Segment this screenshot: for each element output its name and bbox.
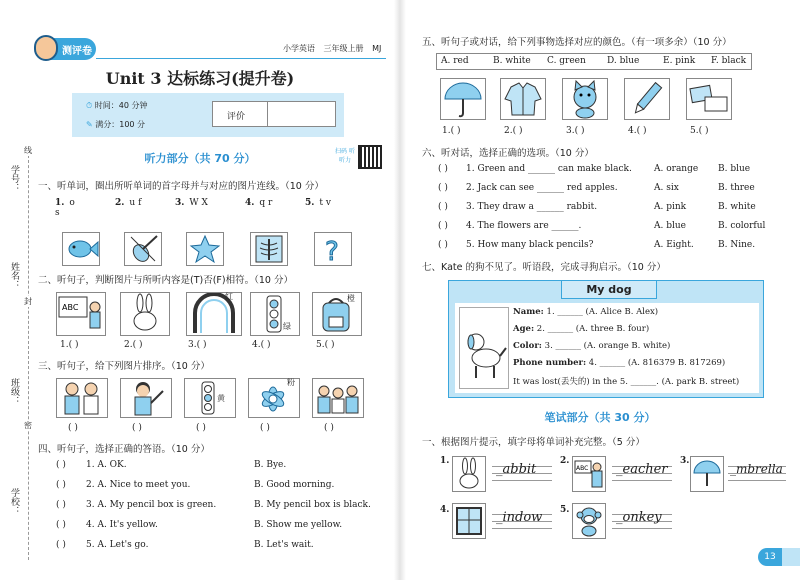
yellow-light-picture: [184, 378, 236, 418]
q4-option-a: 1. A. OK.: [86, 460, 127, 470]
q6-question: 4. The flowers are ______.: [466, 221, 582, 231]
student-avatar-icon: [34, 35, 58, 61]
fish-picture: [62, 232, 100, 266]
w1-num-2: 2.: [560, 456, 570, 466]
q6-option-a: A. blue: [654, 221, 686, 231]
q5-answer-2[interactable]: 2.( ): [504, 126, 523, 136]
q6-answer-1[interactable]: ( ): [438, 164, 448, 174]
test-badge: [36, 38, 96, 60]
pen-picture: [624, 78, 670, 120]
q4-answer-5[interactable]: ( ): [56, 540, 66, 550]
q4-option-a: 4. A. It's yellow.: [86, 520, 158, 530]
qr-caption: 扫码 听听力: [335, 148, 355, 164]
q7-title: 七、Kate 的狗不见了。听语段，完成寻狗启示。（10 分）: [422, 262, 666, 273]
friends-picture: [56, 378, 108, 418]
cat-picture: [562, 78, 608, 120]
written-section-title: 笔试部分（共 30 分）: [544, 411, 656, 424]
q6-option-b: B. Nine.: [718, 240, 756, 250]
w1-answer-2[interactable]: [612, 460, 672, 482]
q5-options-box: [436, 53, 752, 70]
green-label: 绿: [283, 322, 291, 331]
card-age-line: Age: 2. ______ (A. three B. four): [513, 324, 650, 334]
q5-answer-3[interactable]: 3.( ): [566, 126, 585, 136]
w1-num-5: 5.: [560, 505, 570, 515]
erasers-picture: [686, 78, 732, 120]
q6-option-a: A. orange: [654, 164, 699, 174]
umbrella-hint-picture: [690, 456, 724, 492]
badge-text: 测评卷: [62, 46, 92, 57]
margin-mark-line: 线: [24, 146, 32, 155]
q6-option-b: B. three: [718, 183, 755, 193]
q4-option-b: B. Good morning.: [254, 480, 335, 490]
left-page: 学号： 姓名： 班级： 学校： 线 封 密 测评卷 小学英语 三年级上册 MJ Unit 3 达标练习(提升卷) ⏱ 时间：40 分钟 ✎ 满分：100 分 评价 扫码 听听力 听力部分（共 70 分） 一、听单词，圈出所听单词的首字母并与对应的图片连线。（10 分） 1. o s 2. u f 3. W X 4. q r 5. t v ? 二、听句子，判断图片与所听内容是(T)否(F)相符。（10 分） ABC 红 绿 橙 1.( ) 2.( ) 3.( ) 4.( ) 5.( ) 三、听句子，给下列图片排序。（10 分） 黄 粉 ( ) ( ) ( ) ( ) ( ) 四、听句子，选择正确的答语。（10 分） ( ) 1. A. OK. B. Bye. ( ) 2. A. Nice to meet you. B. Good morning. ( ) 3. A. My pencil box is green. B. My pencil box is black. ( ) 4. A. It's yellow. B. Show me yellow. ( ) 5. A. Let's go. B. Let's wait.: [0, 0, 400, 580]
margin-mark-seal: 封: [24, 297, 32, 306]
card-lost-line: It was lost(丢失的) in the 5. ______. (A. park B. street): [513, 377, 740, 387]
w1-word-2: _eacher: [616, 462, 668, 477]
w1-answer-4[interactable]: [492, 508, 552, 530]
q4-title: 四、听句子，选择正确的答语。（10 分）: [38, 444, 210, 455]
q4-answer-4[interactable]: ( ): [56, 520, 66, 530]
red-label: 红: [225, 292, 233, 301]
q6-option-b: B. blue: [718, 164, 751, 174]
red-arch-picture: [186, 292, 242, 336]
w1-word-4: _indow: [496, 510, 543, 525]
q4-answer-1[interactable]: ( ): [56, 460, 66, 470]
q6-answer-5[interactable]: ( ): [438, 240, 448, 250]
q4-option-b: B. Let's wait.: [254, 540, 314, 550]
rabbit-hint-picture: [452, 456, 486, 492]
q4-option-a: 5. A. Let's go.: [86, 540, 149, 550]
q5-title: 五、听句子或对话，给下列事物选择对应的颜色。（有一项多余）（10 分）: [422, 37, 732, 48]
q2-title: 二、听句子，判断图片与所听内容是(T)否(F)相符。（10 分）: [38, 275, 293, 286]
page-number-tab: [782, 548, 800, 566]
blackboard-girl-picture: [56, 292, 106, 336]
q6-question: 2. Jack can see ______ red apples.: [466, 183, 618, 193]
monkey-hint-picture: [572, 503, 606, 539]
right-page: [400, 0, 800, 580]
q2-answer-3[interactable]: 3.( ): [188, 340, 207, 350]
q4-option-a: 3. A. My pencil box is green.: [86, 500, 217, 510]
q3-answer-2[interactable]: ( ): [132, 423, 142, 433]
school-label: 学校：: [9, 488, 19, 515]
info-box: [72, 93, 344, 137]
w1-answer-5[interactable]: [612, 508, 672, 530]
q5-option: B. white: [493, 56, 531, 66]
edition-text: MJ: [372, 44, 382, 53]
svg-text:?: ?: [325, 237, 339, 265]
x-ray-picture: [250, 232, 288, 266]
name-label: 姓名：: [9, 262, 19, 289]
star-picture: [186, 232, 224, 266]
q4-option-a: 2. A. Nice to meet you.: [86, 480, 191, 490]
q3-answer-3[interactable]: ( ): [196, 423, 206, 433]
q6-answer-3[interactable]: ( ): [438, 202, 448, 212]
q5-option: A. red: [441, 56, 469, 66]
teacher-hint-picture: [572, 456, 606, 492]
card-title: My dog: [561, 281, 657, 299]
q6-title: 六、听对话，选择正确的选项。（10 分）: [422, 148, 594, 159]
pink-label: 粉: [287, 378, 295, 387]
q6-answer-2[interactable]: ( ): [438, 183, 448, 193]
q5-option: D. blue: [607, 56, 640, 66]
w1-num-4: 4.: [440, 505, 450, 515]
q6-option-b: B. colorful: [718, 221, 766, 231]
evaluation-box: [212, 101, 336, 127]
q3-answer-5[interactable]: ( ): [324, 423, 334, 433]
q5-option: C. green: [547, 56, 586, 66]
q2-answer-2[interactable]: 2.( ): [124, 340, 143, 350]
q6-option-a: A. six: [654, 183, 679, 193]
question-mark-picture: [314, 232, 352, 266]
yellow-label: 黄: [217, 394, 225, 403]
grade-text: 三年级上册: [323, 44, 364, 53]
score-info: ✎ 满分：100 分: [86, 120, 146, 129]
card-phone-line: Phone number: 4. ______ (A. 816379 B. 817269): [513, 358, 726, 368]
q6-answer-4[interactable]: ( ): [438, 221, 448, 231]
q4-option-b: B. Show me yellow.: [254, 520, 343, 530]
binding-line: [28, 150, 29, 560]
card-color-line: Color: 3. ______ (A. orange B. white): [513, 341, 671, 351]
subject-text: 小学英语: [283, 44, 315, 53]
class-label: 班级：: [9, 378, 19, 405]
q5-option: F. black: [711, 56, 747, 66]
w1-num-1: 1.: [440, 456, 450, 466]
card-body: [455, 303, 759, 393]
q5-answer-5[interactable]: 5.( ): [690, 126, 709, 136]
student-number-label: 学号：: [9, 165, 19, 192]
rabbit-picture: [120, 292, 170, 336]
svg-text:ABC: ABC: [62, 303, 79, 312]
listening-section-title: 听力部分（共 70 分）: [144, 152, 256, 165]
w1-word-5: _onkey: [616, 510, 662, 525]
q6-question: 1. Green and ______ can make black.: [466, 164, 632, 174]
window-hint-picture: [452, 503, 486, 539]
card-name-line: Name: 1. ______ (A. Alice B. Alex): [513, 307, 659, 317]
q4-answer-3[interactable]: ( ): [56, 500, 66, 510]
evaluation-label: 评价: [227, 112, 246, 122]
w1-word-1: _abbit: [496, 462, 537, 477]
q6-option-b: B. white: [718, 202, 756, 212]
boy-drawing-picture: [120, 378, 172, 418]
traffic-light-picture: [250, 292, 300, 336]
header-subject: [283, 43, 381, 54]
violin-picture: [124, 232, 162, 266]
lost-dog-card: [448, 280, 764, 398]
q4-option-b: B. Bye.: [254, 460, 287, 470]
q2-answer-1[interactable]: 1.( ): [60, 340, 79, 350]
q5-option: E. pink: [663, 56, 696, 66]
w1-num-3: 3.: [680, 456, 690, 466]
page-number: 13: [758, 548, 782, 566]
umbrella-picture: [440, 78, 486, 120]
w1-answer-3[interactable]: [728, 460, 786, 482]
q6-option-a: A. Eight.: [654, 240, 694, 250]
header-rule: [96, 58, 386, 59]
page-title: Unit 3 达标练习(提升卷): [105, 69, 295, 88]
orange-label: 橙: [347, 294, 355, 303]
q6-option-a: A. pink: [654, 202, 687, 212]
jacket-picture: [500, 78, 546, 120]
q5-answer-1[interactable]: 1.( ): [442, 126, 461, 136]
q5-answer-4[interactable]: 4.( ): [628, 126, 647, 136]
w1-answer-1[interactable]: [492, 460, 552, 482]
q3-title: 三、听句子，给下列图片排序。（10 分）: [38, 361, 210, 372]
q3-answer-4[interactable]: ( ): [260, 423, 270, 433]
q4-option-b: B. My pencil box is black.: [254, 500, 371, 510]
w1-word-3: _mbrella: [730, 462, 783, 476]
pink-flower-picture: [248, 378, 300, 418]
family-picture: [312, 378, 364, 418]
q6-question: 5. How many black pencils?: [466, 240, 594, 250]
backpack-picture: [312, 292, 362, 336]
svg-text:ABC: ABC: [576, 465, 589, 472]
time-info: ⏱ 时间：40 分钟: [86, 101, 148, 110]
w1-title: 一、根据图片提示，填字母将单词补充完整。（5 分）: [422, 437, 645, 448]
dog-picture: [459, 307, 509, 389]
q3-answer-1[interactable]: ( ): [68, 423, 78, 433]
q4-answer-2[interactable]: ( ): [56, 480, 66, 490]
margin-mark-secret: 密: [24, 421, 32, 430]
q6-question: 3. They draw a ______ rabbit.: [466, 202, 598, 212]
q1-title: 一、听单词，圈出所听单词的首字母并与对应的图片连线。（10 分）: [38, 181, 324, 192]
q2-answer-4[interactable]: 4.( ): [252, 340, 271, 350]
q2-answer-5[interactable]: 5.( ): [316, 340, 335, 350]
